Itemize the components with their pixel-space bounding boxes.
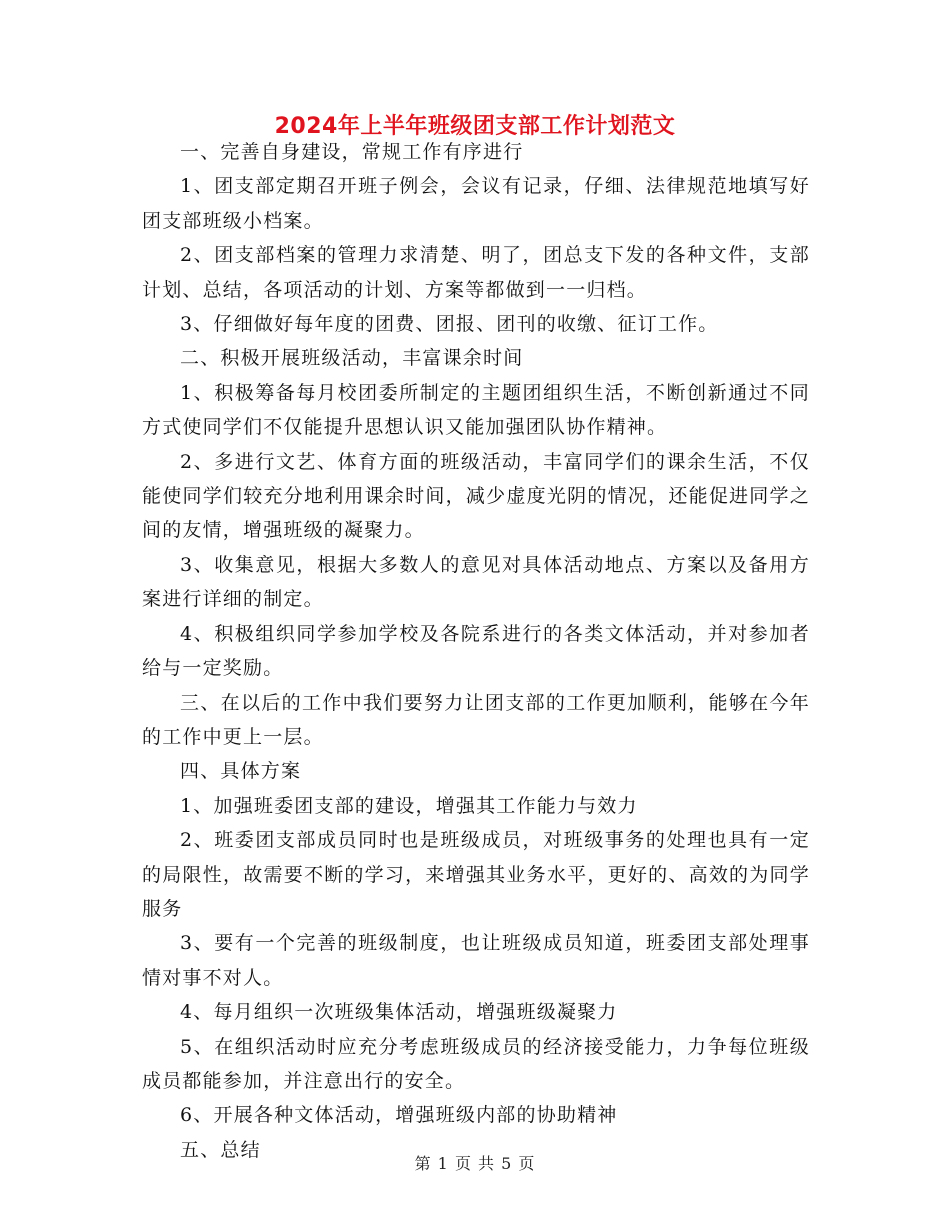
section-heading-3: 三、在以后的工作中我们要努力让团支部的工作更加顺利，能够在今年的工作中更上一层。 (142, 691, 810, 748)
paragraph: 1、积极筹备每月校团委所制定的主题团组织生活，不断创新通过不同方式使同学们不仅能提升思想认识又能加强团队协作精神。 (142, 381, 810, 439)
page-footer: 第 1 页 共 5 页 (414, 1154, 536, 1173)
paragraph: 3、仔细做好每年度的团费、团报、团刊的收缴、征订工作。 (180, 313, 719, 336)
section-heading-2: 二、积极开展班级活动，丰富课余时间 (180, 347, 524, 370)
paragraph: 1、团支部定期召开班子例会，会议有记录，仔细、法律规范地填写好团支部班级小档案。 (142, 175, 810, 232)
document-body (142, 135, 810, 1167)
section-heading-5: 五、总结 (180, 1138, 261, 1161)
paragraph: 4、每月组织一次班级集体活动，增强班级凝聚力 (180, 1001, 618, 1024)
section-heading-1: 一、完善自身建设，常规工作有序进行 (180, 141, 524, 163)
document-title: 2024年上半年班级团支部工作计划范文 (274, 114, 676, 139)
paragraph: 4、积极组织同学参加学校及各院系进行的各类文体活动，并对参加者给与一定奖励。 (142, 622, 810, 680)
paragraph: 2、多进行文艺、体育方面的班级活动，丰富同学们的课余生活，不仅能使同学们较充分地利用课余时间，减少虚度光阴的情况，还能促进同学之间的友情，增强班级的凝聚力。 (142, 450, 810, 542)
paragraph: 6、开展各种文体活动，增强班级内部的协助精神 (180, 1104, 618, 1127)
section-heading-4: 四、具体方案 (180, 760, 302, 783)
paragraph: 3、收集意见，根据大多数人的意见对具体活动地点、方案以及备用方案进行详细的制定。 (142, 553, 810, 611)
paragraph: 1、加强班委团支部的建设，增强其工作能力与效力 (180, 794, 638, 817)
paragraph: 2、班委团支部成员同时也是班级成员，对班级事务的处理也具有一定的局限性，故需要不断的学习，来增强其业务水平，更好的、高效的为同学服务 (142, 829, 810, 920)
paragraph: 3、要有一个完善的班级制度，也让班级成员知道，班委团支部处理事情对事不对人。 (142, 932, 810, 989)
paragraph: 5、在组织活动时应充分考虑班级成员的经济接受能力，力争每位班级成员都能参加，并注意出行的安全。 (142, 1035, 810, 1092)
paragraph: 2、团支部档案的管理力求清楚、明了，团总支下发的各种文件，支部计划、总结，各项活动的计划、方案等都做到一一归档。 (142, 244, 810, 301)
